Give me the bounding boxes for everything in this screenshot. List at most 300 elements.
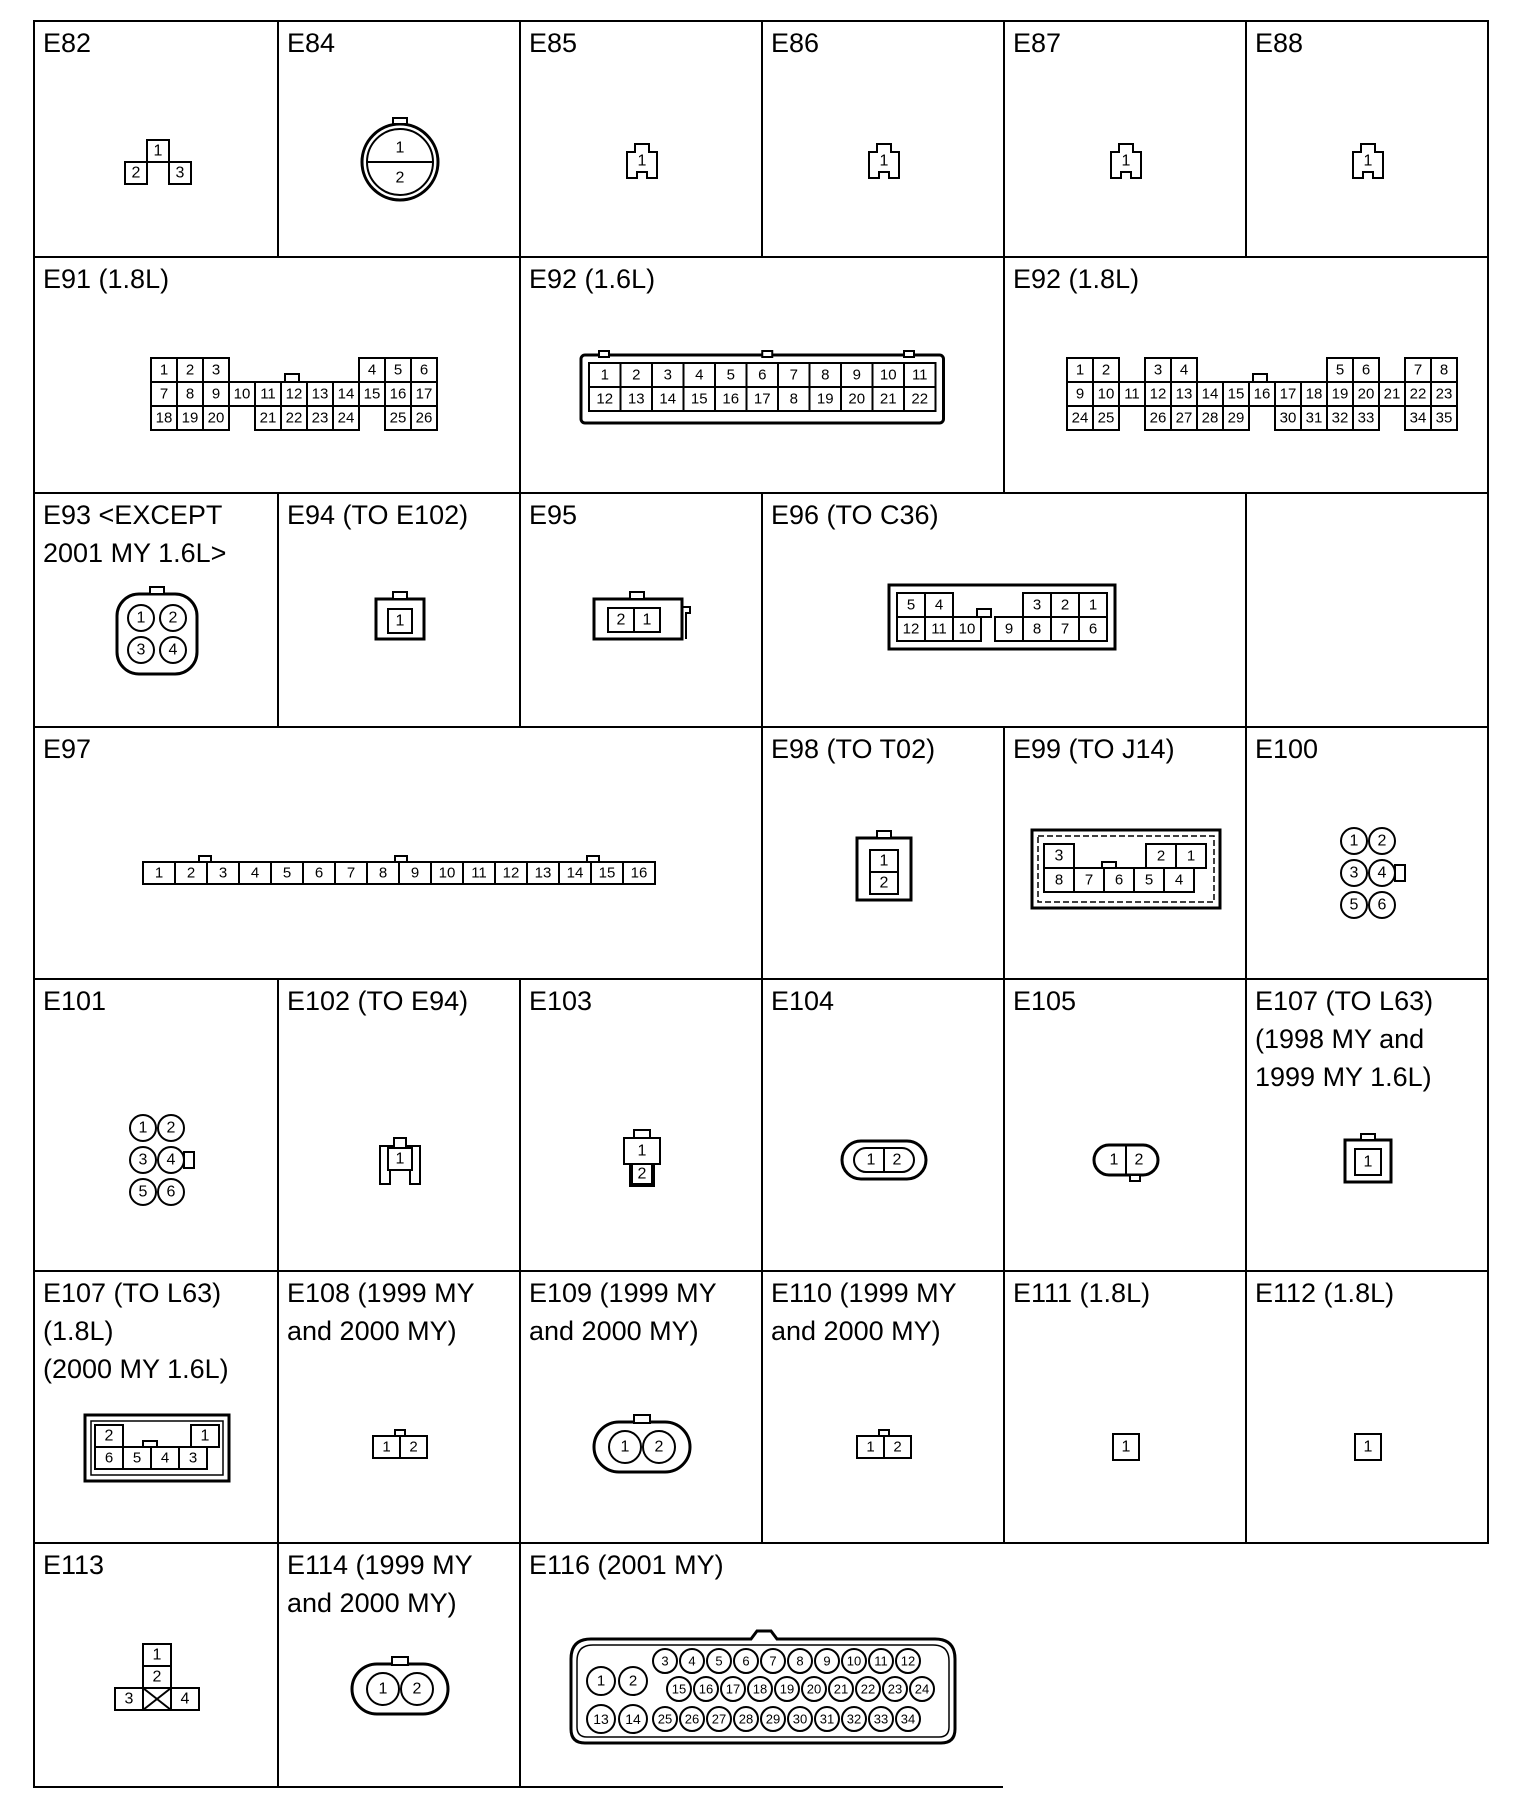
pin-number: 5 bbox=[906, 596, 916, 614]
pin-number: 1 bbox=[866, 1438, 875, 1456]
pin-number: 11 bbox=[911, 366, 928, 384]
pin-number: 26 bbox=[415, 409, 433, 427]
pin-number: 11 bbox=[260, 385, 276, 403]
connector-label: E99 (TO J14) bbox=[1013, 734, 1175, 764]
connector-diagram bbox=[521, 980, 763, 1272]
connector-label: E105 bbox=[1013, 986, 1077, 1016]
pin-number: 12 bbox=[502, 864, 520, 882]
connector-label: E109 (1999 MY and 2000 MY) bbox=[529, 1278, 717, 1346]
connector-e101 bbox=[130, 1115, 194, 1205]
pin-number: 22 bbox=[285, 409, 303, 427]
pin-number: 14 bbox=[566, 864, 584, 882]
connector-diagram bbox=[1247, 1272, 1489, 1544]
pin-number: 3 bbox=[663, 366, 672, 384]
pin-number: 5 bbox=[132, 1449, 142, 1467]
connector-label: E86 bbox=[771, 28, 820, 58]
connector-diagram bbox=[279, 980, 521, 1272]
latch bbox=[630, 592, 644, 599]
pin-number: 2 bbox=[152, 1668, 162, 1686]
pin-number: 7 bbox=[789, 366, 798, 384]
connector-e97 bbox=[143, 856, 655, 884]
pin-number: 6 bbox=[104, 1449, 114, 1467]
pin-number: 10 bbox=[846, 1653, 862, 1669]
pin-number: 9 bbox=[1075, 385, 1085, 403]
pin-number: 2 bbox=[616, 611, 626, 629]
latch bbox=[587, 856, 599, 862]
connector-cell-e97 bbox=[33, 726, 763, 980]
connector-e114 bbox=[352, 1657, 448, 1714]
pin-number: 3 bbox=[1032, 596, 1042, 614]
connector-e98 bbox=[857, 831, 911, 900]
pin-number: 30 bbox=[792, 1711, 808, 1727]
pin-number: 7 bbox=[1060, 620, 1070, 638]
pin-number: 12 bbox=[900, 1653, 916, 1669]
latch bbox=[393, 118, 407, 124]
pin-number: 3 bbox=[136, 641, 146, 659]
latch bbox=[634, 1415, 650, 1423]
latch bbox=[1253, 374, 1267, 382]
latch bbox=[879, 1430, 889, 1436]
pin-number: 5 bbox=[1144, 871, 1154, 889]
pin-number: 2 bbox=[395, 169, 405, 187]
connector-e91 bbox=[151, 358, 437, 430]
pin-number: 17 bbox=[1279, 385, 1297, 403]
connector-e100 bbox=[1341, 828, 1405, 918]
latch bbox=[1130, 1175, 1140, 1181]
pin-number: 1 bbox=[1121, 1438, 1131, 1456]
pin-number: 24 bbox=[914, 1681, 930, 1697]
pin-number: 2 bbox=[893, 1438, 902, 1456]
pin-number: 1 bbox=[866, 1151, 876, 1169]
latch bbox=[1361, 1134, 1375, 1140]
pin-number: 35 bbox=[1435, 409, 1453, 427]
pin-number: 22 bbox=[1409, 385, 1427, 403]
connector-e96 bbox=[889, 585, 1115, 649]
pin-number: 2 bbox=[632, 366, 641, 384]
pin-number: 3 bbox=[1054, 847, 1064, 865]
pin-number: 4 bbox=[688, 1653, 696, 1669]
pin-number: 5 bbox=[393, 361, 403, 379]
connector-diagram bbox=[521, 258, 1005, 494]
pin-number: 12 bbox=[1149, 385, 1167, 403]
pin-number: 6 bbox=[1114, 871, 1124, 889]
pin-number: 16 bbox=[698, 1681, 714, 1697]
pin-number: 2 bbox=[892, 1151, 902, 1169]
latch bbox=[285, 374, 299, 382]
pin-number: 1 bbox=[1363, 152, 1373, 170]
pin-number: 5 bbox=[138, 1183, 148, 1201]
pin-number: 2 bbox=[166, 1119, 176, 1137]
connector-cell-e98 bbox=[761, 726, 1005, 980]
pin-number: 4 bbox=[1179, 361, 1189, 379]
connector-e112 bbox=[1355, 1434, 1381, 1460]
latch bbox=[392, 1657, 408, 1665]
pin-number: 7 bbox=[159, 385, 169, 403]
connector-cell-e107b bbox=[33, 1270, 279, 1544]
connector-diagram bbox=[1247, 22, 1489, 258]
pin-number: 24 bbox=[1071, 409, 1089, 427]
pin-number: 3 bbox=[218, 864, 228, 882]
connector-cell-e93 bbox=[33, 492, 279, 728]
connector-cell-e107a bbox=[1245, 978, 1489, 1272]
connector-cell-e114 bbox=[277, 1542, 521, 1788]
pin-number: 23 bbox=[311, 409, 329, 427]
pin-number: 12 bbox=[596, 390, 614, 408]
connector-e84 bbox=[362, 118, 438, 200]
pin-number: 1 bbox=[1121, 152, 1131, 170]
pin-number: 13 bbox=[311, 385, 329, 403]
pin-number: 2 bbox=[1134, 1151, 1144, 1169]
pin-number: 13 bbox=[593, 1711, 609, 1727]
connector-diagram bbox=[763, 728, 1005, 980]
pin-number: 4 bbox=[168, 641, 178, 659]
pin-number: 26 bbox=[684, 1711, 700, 1727]
connector-e92-1.6l bbox=[581, 351, 944, 423]
pin-number: 27 bbox=[711, 1711, 727, 1727]
pin-number: 22 bbox=[860, 1681, 876, 1697]
pin-number: 28 bbox=[1201, 409, 1219, 427]
connector-label: E104 bbox=[771, 986, 835, 1016]
pin-number: 1 bbox=[637, 1142, 647, 1160]
pin-number: 1 bbox=[1075, 361, 1085, 379]
pin-number: 20 bbox=[806, 1681, 822, 1697]
latch bbox=[395, 856, 407, 862]
connector-e113 bbox=[115, 1644, 199, 1710]
pin-number: 33 bbox=[1357, 409, 1375, 427]
pin-number: 9 bbox=[852, 366, 861, 384]
pin-number: 1 bbox=[395, 139, 405, 157]
connector-e107a bbox=[1345, 1134, 1391, 1182]
pin-number: 5 bbox=[1335, 361, 1345, 379]
connector-diagram bbox=[763, 22, 1005, 258]
connector-cell-e85 bbox=[519, 20, 763, 258]
connector-e93 bbox=[117, 587, 197, 674]
connector-label: E108 (1999 MY and 2000 MY) bbox=[287, 1278, 475, 1346]
pin-number: 10 bbox=[233, 385, 251, 403]
latch bbox=[1395, 865, 1405, 881]
connector-cell-e91 bbox=[33, 256, 521, 494]
connector-cell-e88 bbox=[1245, 20, 1489, 258]
pin-number: 9 bbox=[823, 1653, 831, 1669]
pin-number: 3 bbox=[124, 1690, 134, 1708]
connector-diagram bbox=[763, 980, 1005, 1272]
pin-number: 5 bbox=[726, 366, 735, 384]
pin-number: 14 bbox=[337, 385, 355, 403]
connector-label: E93 <EXCEPT 2001 MY 1.6L> bbox=[43, 500, 227, 568]
empty-region bbox=[1003, 1544, 1520, 1794]
connector-cell-e105 bbox=[1003, 978, 1247, 1272]
connector-cell-e102 bbox=[277, 978, 521, 1272]
pin-number: 1 bbox=[1186, 847, 1196, 865]
pin-number: 6 bbox=[742, 1653, 750, 1669]
pin-number: 6 bbox=[314, 864, 324, 882]
pin-number: 1 bbox=[154, 864, 164, 882]
pin-number: 2 bbox=[186, 864, 196, 882]
pin-number: 1 bbox=[620, 1438, 630, 1456]
pin-number: 9 bbox=[1004, 620, 1014, 638]
pin-number: 15 bbox=[671, 1681, 687, 1697]
pin-number: 1 bbox=[1349, 832, 1359, 850]
pin-number: 10 bbox=[1097, 385, 1115, 403]
connector-diagram bbox=[763, 494, 1247, 728]
pin-number: 2 bbox=[1377, 832, 1387, 850]
connector-label: E87 bbox=[1013, 28, 1062, 58]
pin-number: 8 bbox=[821, 366, 830, 384]
pin-number: 2 bbox=[637, 1165, 647, 1183]
pin-number: 1 bbox=[1363, 1153, 1373, 1171]
connector-e116 bbox=[571, 1631, 955, 1743]
connector-diagram bbox=[1005, 980, 1247, 1272]
pin-number: 6 bbox=[1088, 620, 1098, 638]
connector-label: E114 (1999 MY and 2000 MY) bbox=[287, 1550, 473, 1618]
connector-cell-e116 bbox=[519, 1542, 1005, 1788]
pin-number: 2 bbox=[1101, 361, 1111, 379]
pin-number: 3 bbox=[1153, 361, 1163, 379]
pin-number: 1 bbox=[637, 152, 647, 170]
pin-number: 2 bbox=[412, 1680, 422, 1698]
connector-diagram bbox=[1005, 1272, 1247, 1544]
pin-number: 2 bbox=[1156, 847, 1166, 865]
pin-number: 12 bbox=[902, 620, 920, 638]
connector-diagram bbox=[521, 1544, 1005, 1788]
pin-number: 19 bbox=[779, 1681, 795, 1697]
pin-number: 3 bbox=[175, 164, 185, 182]
connector-diagram bbox=[763, 1272, 1005, 1544]
pin-number: 6 bbox=[1361, 361, 1371, 379]
pin-number: 19 bbox=[816, 390, 834, 408]
connector-cell-e103 bbox=[519, 978, 763, 1272]
pin-number: 23 bbox=[1435, 385, 1453, 403]
connector-housing bbox=[117, 594, 197, 674]
pin-number: 2 bbox=[879, 874, 889, 892]
connector-cell-e109 bbox=[519, 1270, 763, 1544]
pin-number: 15 bbox=[363, 385, 381, 403]
connector-cell-e96 bbox=[761, 492, 1247, 728]
connector-cell-e86 bbox=[761, 20, 1005, 258]
pin-number: 33 bbox=[873, 1711, 889, 1727]
latch bbox=[1102, 862, 1116, 868]
pin-number: 4 bbox=[695, 366, 704, 384]
pin-number: 1 bbox=[1363, 1438, 1373, 1456]
connector-label: E97 bbox=[43, 734, 92, 764]
pin-number: 1 bbox=[879, 152, 889, 170]
connector-cell-e94 bbox=[277, 492, 521, 728]
pin-number: 21 bbox=[1383, 385, 1401, 403]
connector-diagram bbox=[1005, 728, 1247, 980]
connector-e107b bbox=[85, 1415, 229, 1481]
pin-number: 7 bbox=[346, 864, 356, 882]
pin-number: 1 bbox=[1088, 596, 1098, 614]
pin-number: 2 bbox=[185, 361, 195, 379]
pin-number: 2 bbox=[1060, 596, 1070, 614]
pin-number: 8 bbox=[1054, 871, 1064, 889]
pin-number: 1 bbox=[395, 1150, 405, 1168]
pin-number: 8 bbox=[796, 1653, 804, 1669]
connector-e88 bbox=[1353, 144, 1383, 178]
pin-number: 2 bbox=[131, 164, 141, 182]
pin-number: 20 bbox=[848, 390, 866, 408]
pin-number: 4 bbox=[180, 1690, 190, 1708]
pin-number: 29 bbox=[1227, 409, 1245, 427]
pin-number: 15 bbox=[1227, 385, 1245, 403]
pin-number: 25 bbox=[389, 409, 407, 427]
pin-number: 2 bbox=[409, 1438, 418, 1456]
pin-number: 16 bbox=[722, 390, 740, 408]
pin-number: 30 bbox=[1279, 409, 1297, 427]
pin-number: 2 bbox=[104, 1427, 114, 1445]
pin-number: 1 bbox=[378, 1680, 388, 1698]
pin-number: 8 bbox=[1032, 620, 1042, 638]
pin-number: 32 bbox=[846, 1711, 862, 1727]
pin-number: 20 bbox=[1357, 385, 1375, 403]
pin-number: 7 bbox=[1413, 361, 1423, 379]
pin-number: 10 bbox=[879, 366, 897, 384]
latch bbox=[762, 351, 772, 357]
connector-cell-e95 bbox=[519, 492, 763, 728]
pin-number: 34 bbox=[900, 1711, 916, 1727]
connector-label: E91 (1.8L) bbox=[43, 264, 170, 294]
connector-diagram bbox=[35, 1544, 279, 1788]
pin-number: 8 bbox=[1439, 361, 1449, 379]
connector-diagram bbox=[1005, 22, 1247, 258]
pin-number: 16 bbox=[1253, 385, 1271, 403]
pin-number: 27 bbox=[1175, 409, 1193, 427]
connector-label: E85 bbox=[529, 28, 578, 58]
pin-number: 17 bbox=[415, 385, 433, 403]
latch bbox=[904, 351, 914, 357]
pin-number: 28 bbox=[738, 1711, 754, 1727]
connector-label: E94 (TO E102) bbox=[287, 500, 469, 530]
connector-e103 bbox=[624, 1130, 660, 1186]
pin-number: 1 bbox=[596, 1672, 606, 1690]
connector-e99 bbox=[1032, 830, 1220, 908]
connector-label: E113 bbox=[43, 1550, 105, 1580]
pin-number: 4 bbox=[166, 1151, 176, 1169]
connector-e102 bbox=[380, 1138, 420, 1184]
pin-number: 29 bbox=[765, 1711, 781, 1727]
pin-number: 17 bbox=[725, 1681, 741, 1697]
connector-diagram bbox=[35, 1272, 279, 1544]
pin-number: 3 bbox=[138, 1151, 148, 1169]
pin-number: 19 bbox=[181, 409, 199, 427]
connector-e110 bbox=[857, 1430, 911, 1458]
pin-number: 5 bbox=[1349, 896, 1359, 914]
pin-number: 16 bbox=[389, 385, 407, 403]
pin-number: 1 bbox=[879, 852, 889, 870]
pin-number: 16 bbox=[630, 864, 648, 882]
latch bbox=[199, 856, 211, 862]
connector-label: E100 bbox=[1255, 734, 1319, 764]
pin-number: 5 bbox=[282, 864, 292, 882]
pin-number: 8 bbox=[185, 385, 195, 403]
pin-number: 8 bbox=[378, 864, 388, 882]
connector-label: E92 (1.8L) bbox=[1013, 264, 1140, 294]
pin-number: 18 bbox=[1305, 385, 1323, 403]
latch bbox=[184, 1152, 194, 1168]
pin-number: 1 bbox=[136, 609, 146, 627]
latch bbox=[599, 351, 609, 357]
connector-cell-e82 bbox=[33, 20, 279, 258]
pin-number: 4 bbox=[250, 864, 260, 882]
pin-number: 32 bbox=[1331, 409, 1349, 427]
pin-number: 25 bbox=[657, 1711, 673, 1727]
connector-diagram bbox=[35, 258, 521, 494]
connector-diagram bbox=[1247, 980, 1489, 1272]
connector-cell-e87 bbox=[1003, 20, 1247, 258]
connector-e94 bbox=[376, 592, 424, 639]
pin-number: 2 bbox=[168, 609, 178, 627]
connector-diagram bbox=[279, 1544, 521, 1788]
connector-cell-e92b bbox=[1003, 256, 1489, 494]
latch bbox=[143, 1441, 157, 1447]
connector-label: E96 (TO C36) bbox=[771, 500, 939, 530]
connector-e87 bbox=[1111, 144, 1141, 178]
pin-number: 25 bbox=[1097, 409, 1115, 427]
connector-cell-e108 bbox=[277, 1270, 521, 1544]
latch bbox=[634, 1130, 650, 1138]
connector-e111 bbox=[1113, 1434, 1139, 1460]
pin-number: 4 bbox=[934, 596, 944, 614]
connector-label: E95 bbox=[529, 500, 578, 530]
connector-diagram bbox=[279, 1272, 521, 1544]
pin-number: 1 bbox=[642, 611, 652, 629]
pin-number: 1 bbox=[395, 612, 405, 630]
pin-number: 20 bbox=[207, 409, 225, 427]
connector-label: E110 (1999 MY and 2000 MY) bbox=[771, 1278, 957, 1346]
pin-number: 31 bbox=[1305, 409, 1323, 427]
pin-number: 1 bbox=[600, 366, 609, 384]
pin-number: 13 bbox=[1175, 385, 1193, 403]
pin-number: 18 bbox=[752, 1681, 768, 1697]
pin-number: 1 bbox=[200, 1427, 210, 1445]
pin-number: 1 bbox=[159, 361, 169, 379]
pin-number: 3 bbox=[1349, 864, 1359, 882]
pin-number: 14 bbox=[1201, 385, 1219, 403]
pin-number: 1 bbox=[1109, 1151, 1119, 1169]
connector-label: E92 (1.6L) bbox=[529, 264, 656, 294]
connector-cell-e104 bbox=[761, 978, 1005, 1272]
pin-number: 7 bbox=[769, 1653, 777, 1669]
latch bbox=[395, 1430, 405, 1436]
pin-number: 13 bbox=[534, 864, 552, 882]
connector-cell-e100 bbox=[1245, 726, 1489, 980]
connector-diagram bbox=[521, 1272, 763, 1544]
pin-number: 24 bbox=[337, 409, 355, 427]
pin-number: 15 bbox=[690, 390, 708, 408]
connector-diagram bbox=[35, 980, 279, 1272]
connector-diagram bbox=[279, 22, 521, 258]
connector-e95 bbox=[594, 592, 690, 639]
pin-number: 19 bbox=[1331, 385, 1349, 403]
latch bbox=[977, 609, 991, 617]
connector-cell-e112 bbox=[1245, 1270, 1489, 1544]
latch bbox=[877, 831, 891, 838]
connector-label: E82 bbox=[43, 28, 92, 58]
connector-label: E116 (2001 MY) bbox=[529, 1550, 724, 1580]
pin-number: 1 bbox=[138, 1119, 148, 1137]
connector-e104 bbox=[842, 1141, 926, 1179]
pin-number: 4 bbox=[1174, 871, 1184, 889]
connector-cell-e92a bbox=[519, 256, 1005, 494]
connector-e86 bbox=[869, 144, 899, 178]
pin-number: 4 bbox=[1377, 864, 1387, 882]
pin-number: 5 bbox=[715, 1653, 723, 1669]
pin-number: 1 bbox=[153, 142, 163, 160]
connector-e109 bbox=[594, 1415, 690, 1472]
pin-number: 14 bbox=[659, 390, 677, 408]
connector-cell-e110 bbox=[761, 1270, 1005, 1544]
connector-label: E88 bbox=[1255, 28, 1304, 58]
